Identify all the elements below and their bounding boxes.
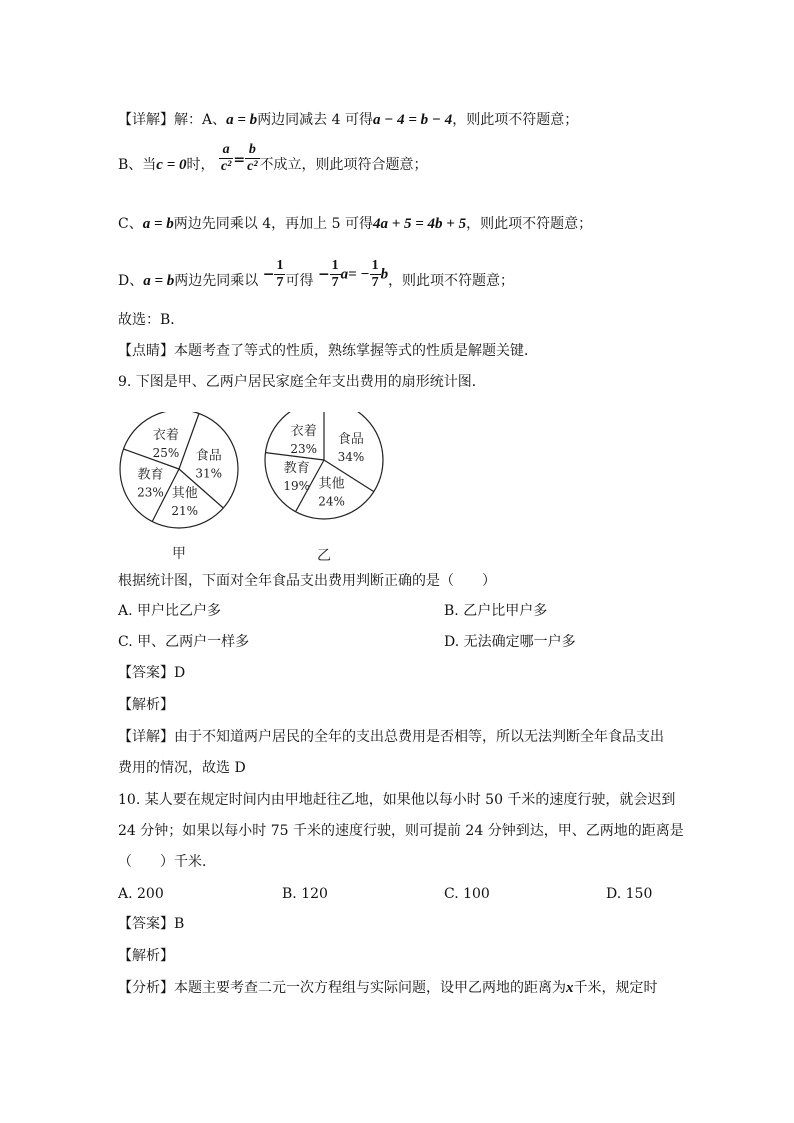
pie-0-slice-value: 25% bbox=[152, 446, 180, 461]
q10-fenxi-b: 千米，规定时 bbox=[573, 980, 658, 996]
q9-detail-line2: 费用的情况，故选 D bbox=[118, 760, 246, 776]
q10-fenxi-var: x bbox=[566, 980, 574, 996]
detail-c-suffix: ，则此项不符题意； bbox=[466, 216, 593, 232]
detail-b-suffix: 不成立，则此项符合题意； bbox=[259, 157, 428, 173]
q9-detail-line1: 【详解】由于不知道两户居民的全年的支出总费用是否相等，所以无法判断全年食品支出 bbox=[118, 729, 664, 745]
q10-answer: 【答案】B bbox=[118, 916, 185, 932]
detail-d-rhs-var: b bbox=[380, 266, 389, 283]
detail-d-line bbox=[118, 258, 514, 294]
q10-option-a[interactable]: A. 200 bbox=[118, 886, 164, 902]
pie-0-slice-label: 教育 bbox=[137, 467, 164, 483]
detail-b-condition: c = 0 bbox=[156, 157, 187, 173]
detail-d-neg: − bbox=[262, 266, 275, 283]
detail-a-line bbox=[118, 110, 578, 130]
q10-fenxi-a: 【分析】本题主要考查二元一次方程组与实际问题，设甲乙两地的距离为 bbox=[118, 980, 566, 996]
q10-option-d[interactable]: D. 150 bbox=[606, 886, 653, 902]
q10-option-b[interactable]: B. 120 bbox=[282, 886, 328, 902]
q10-line1: 10. 某人要在规定时间内由甲地赶往乙地，如果他以每小时 50 千米的速度行驶，就会迟到 bbox=[118, 792, 676, 808]
pie-0-slice-value: 31% bbox=[195, 466, 223, 481]
pie-1-title: 乙 bbox=[317, 548, 331, 564]
q10-fenxi bbox=[118, 978, 658, 998]
detail-b-fraction-right: $\frac{b}{\text{c²}}$ bbox=[247, 142, 258, 174]
detail-d-mid2: 可得 bbox=[285, 273, 314, 289]
q9-question: 根据统计图，下面对全年食品支出费用判断正确的是（ ） bbox=[118, 573, 496, 589]
pie-1-slice-value: 23% bbox=[290, 442, 318, 456]
pie-1-slice-label: 教育 bbox=[283, 460, 310, 476]
detail-c-line bbox=[118, 214, 592, 234]
pie-0-slice-label: 衣着 bbox=[152, 428, 179, 444]
pie-1-slice-label: 其他 bbox=[318, 476, 345, 492]
comment-line: 【点睛】本题考查了等式的性质，熟练掌握等式的性质是解题关键． bbox=[118, 343, 538, 359]
detail-a-result: a − 4 = b − 4 bbox=[373, 112, 453, 128]
pie-1-slice-label: 食品 bbox=[337, 432, 364, 448]
detail-b-mid: 时， bbox=[186, 157, 215, 173]
q9-option-c[interactable]: C. 甲、乙两户一样多 bbox=[118, 634, 250, 650]
pie-0-slice-label: 食品 bbox=[195, 448, 222, 464]
q9-option-d[interactable]: D. 无法确定哪一户多 bbox=[444, 634, 576, 650]
q9-stem: 9. 下图是甲、乙两户居民家庭全年支出费用的扇形统计图． bbox=[118, 374, 486, 390]
detail-c-result: 4a + 5 = 4b + 5 bbox=[372, 216, 467, 232]
detail-d-lhs-var: a bbox=[340, 266, 349, 283]
detail-b-equals: = bbox=[233, 152, 246, 168]
q10-line3: （ ）千米． bbox=[118, 854, 216, 870]
q9-pie-charts bbox=[112, 412, 412, 572]
detail-a-equation: a = b bbox=[226, 112, 258, 128]
q10-option-c[interactable]: C. 100 bbox=[444, 886, 490, 902]
detail-b-prefix: B、当 bbox=[118, 157, 157, 173]
detail-a-suffix: ，则此项不符题意； bbox=[452, 112, 579, 128]
q10-line2: 24 分钟；如果以每小时 75 千米的速度行驶，则可提前 24 分钟到达，甲、乙两地的距离是 bbox=[118, 823, 684, 839]
pie-1-slice-label: 衣着 bbox=[290, 424, 317, 439]
detail-c-equation: a = b bbox=[142, 216, 174, 232]
q9-option-b[interactable]: B. 乙户比甲户多 bbox=[444, 603, 548, 619]
q9-answer: 【答案】D bbox=[118, 665, 186, 681]
detail-d-prefix: D、 bbox=[118, 273, 144, 289]
pie-1-slice-value: 24% bbox=[318, 494, 345, 509]
detail-c-prefix: C、 bbox=[118, 216, 143, 232]
detail-b-line bbox=[118, 142, 428, 175]
pie-1-slice-value: 19% bbox=[283, 478, 311, 493]
detail-d-mid: 两边先同乘以 bbox=[174, 273, 259, 289]
detail-a-prefix: 【详解】解：A、 bbox=[118, 112, 227, 128]
detail-d-lhs-neg: − bbox=[317, 266, 330, 283]
q9-analysis: 【解析】 bbox=[118, 697, 174, 713]
pie-0-slice-value: 21% bbox=[171, 504, 199, 519]
detail-d-equation: a = b bbox=[143, 273, 175, 289]
q9-option-a[interactable]: A. 甲户比乙户多 bbox=[118, 603, 222, 619]
detail-b-fraction-left: $\frac{a}{\text{c²}}$ bbox=[220, 142, 232, 174]
detail-d-rhs-fraction: $\frac{1}{7}$ bbox=[371, 258, 379, 290]
detail-c-mid: 两边先同乘以 4，再加上 5 可得 bbox=[173, 216, 373, 232]
pie-0-slice-value: 23% bbox=[137, 485, 164, 500]
detail-d-lhs-fraction: $\frac{1}{7}$ bbox=[331, 258, 339, 290]
detail-d-fraction: $\frac{1}{7}$ bbox=[276, 258, 284, 290]
pie-0-slice-label: 其他 bbox=[171, 486, 198, 502]
pie-0-title: 甲 bbox=[172, 546, 186, 562]
detail-d-suffix: ，则此项不符题意； bbox=[388, 273, 515, 289]
detail-d-eq2: = − bbox=[348, 266, 370, 283]
detail-a-mid: 两边同减去 4 可得 bbox=[257, 112, 373, 128]
q10-analysis: 【解析】 bbox=[118, 948, 174, 964]
pie-1-slice-value: 34% bbox=[337, 450, 365, 465]
choice-line: 故选：B． bbox=[118, 312, 185, 328]
